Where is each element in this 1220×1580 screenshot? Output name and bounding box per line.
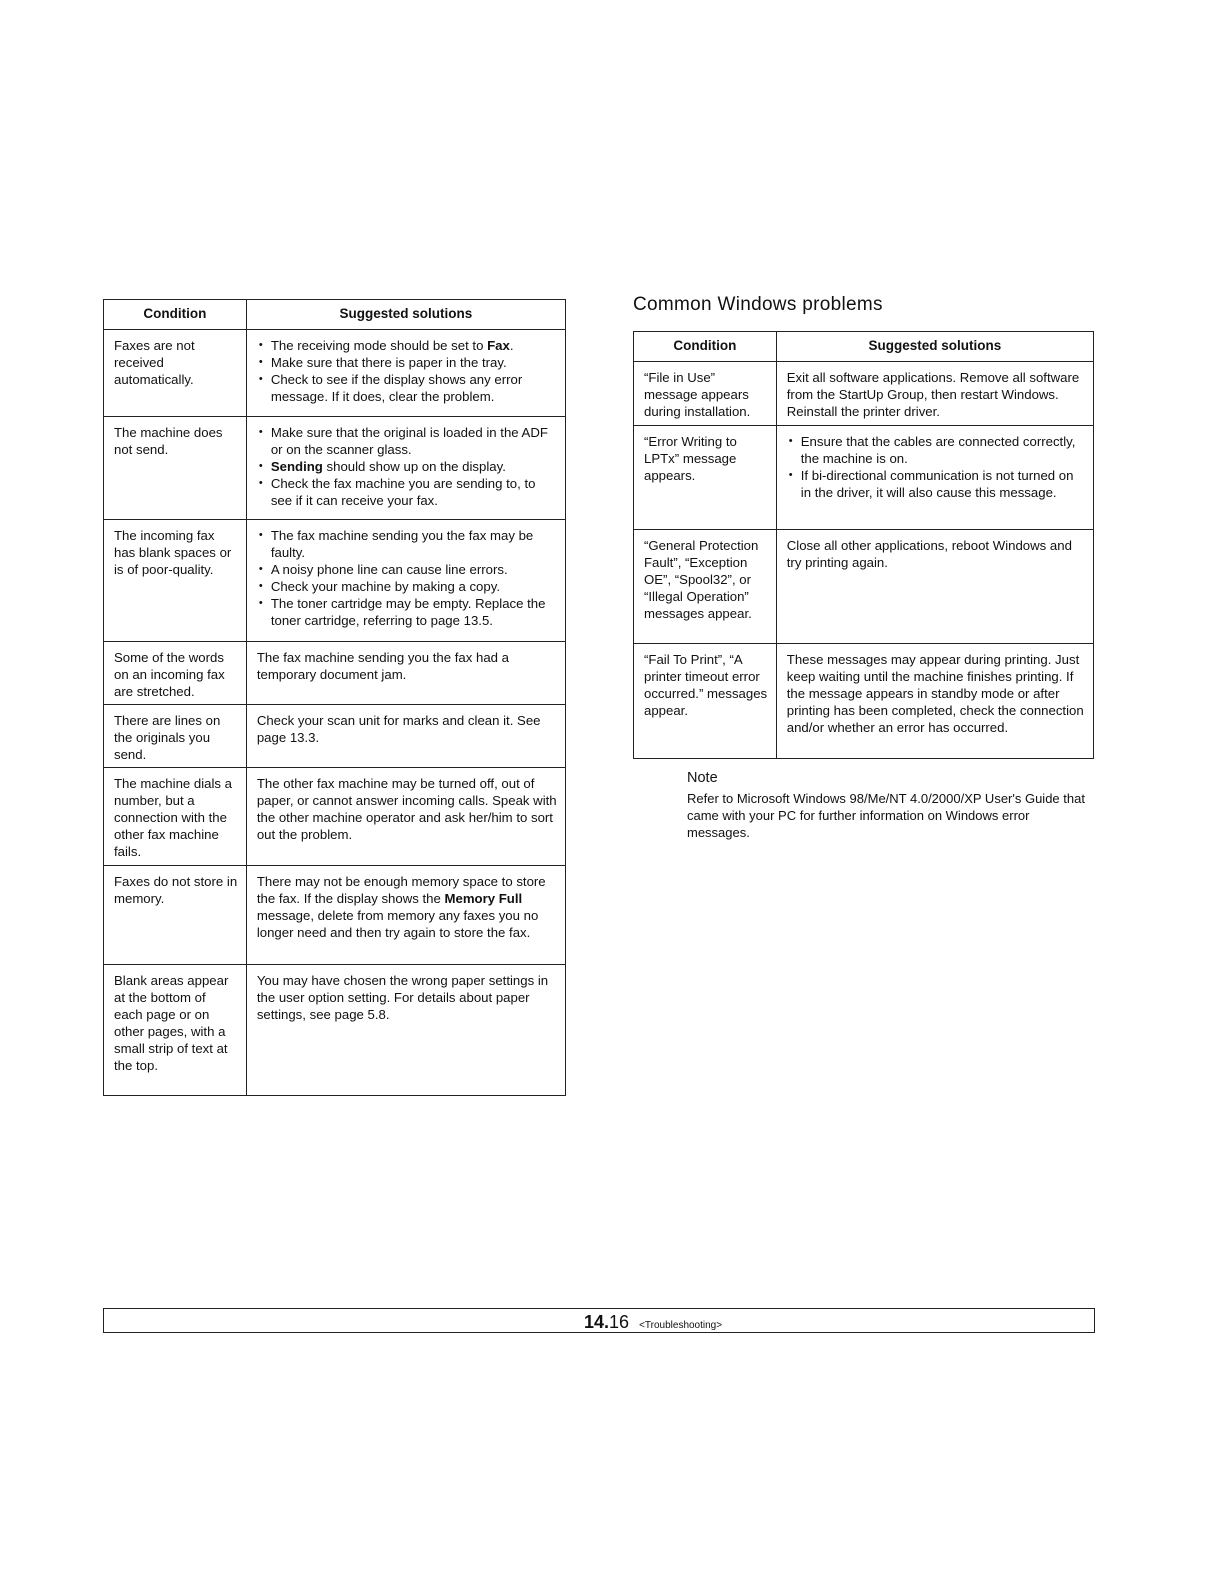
condition-cell: Blank areas appear at the bottom of each page or on other pages, with a small strip of text at the top. — [104, 965, 247, 1096]
bold-term: Sending — [270, 459, 323, 474]
solution-cell: These messages may appear during printing. Just keep waiting until the machine finishes printing. If the message appears in standby mode or after printing has been completed, check the connection and/or whether an error has occurred. — [776, 644, 1093, 759]
table-header-row — [104, 300, 566, 330]
condition-cell: The machine dials a number, but a connection with the other fax machine fails. — [104, 768, 247, 866]
solution-item: • The fax machine sending you the fax may be faulty. — [257, 527, 557, 561]
solution-item: • Check to see if the display shows any error message. If it does, clear the problem. — [257, 371, 557, 405]
condition-cell: “General Protection Fault”, “Exception OE”, “Spool32”, or “Illegal Operation” messages appear. — [634, 530, 777, 644]
condition-cell: “File in Use” message appears during installation. — [634, 362, 777, 426]
footer — [584, 1312, 722, 1333]
solution-item: • Check the fax machine you are sending to, to see if it can receive your fax. — [257, 475, 557, 509]
solution-cell — [246, 417, 565, 520]
section-title: Common Windows problems — [633, 294, 883, 315]
solution-cell — [776, 426, 1093, 530]
table-row — [634, 644, 1094, 759]
solution-item: • If bi-directional communication is not turned on in the driver, it will also cause this message. — [787, 467, 1085, 501]
table-row — [104, 866, 566, 965]
condition-cell: The machine does not send. — [104, 417, 247, 520]
solutions-header: Suggested solutions — [776, 332, 1093, 362]
table-row — [634, 530, 1094, 644]
windows-problems-table — [633, 331, 1094, 759]
table-row — [104, 705, 566, 768]
bold-term: Fax — [487, 338, 510, 353]
solution-item: • The toner cartridge may be empty. Replace the toner cartridge, referring to page 13.5. — [257, 595, 557, 629]
table-row — [104, 642, 566, 705]
page-number: 14.16 — [584, 1312, 630, 1332]
table-row — [104, 417, 566, 520]
section-label: <Troubleshooting> — [639, 1320, 723, 1331]
solution-item: • Ensure that the cables are connected correctly, the machine is on. — [787, 433, 1085, 467]
solution-list — [257, 527, 557, 629]
solution-cell: The fax machine sending you the fax had a temporary document jam. — [246, 642, 565, 705]
fax-table-body — [104, 330, 566, 1096]
table-row — [104, 768, 566, 866]
note-text: Refer to Microsoft Windows 98/Me/NT 4.0/2000/XP User's Guide that came with your PC for further information on Windows error messages. — [687, 791, 1085, 840]
solution-item: • Check your machine by making a copy. — [257, 578, 557, 595]
solution-cell: Exit all software applications. Remove all software from the StartUp Group, then restart Windows. Reinstall the printer driver. — [776, 362, 1093, 426]
solution-list — [257, 424, 557, 509]
solution-cell: Close all other applications, reboot Windows and try printing again. — [776, 530, 1093, 644]
table-row — [104, 330, 566, 417]
solution-cell: Check your scan unit for marks and clean it. See page 13.3. — [246, 705, 565, 768]
condition-cell: There are lines on the originals you send. — [104, 705, 247, 768]
solution-cell: There may not be enough memory space to store the fax. If the display shows the Memory Full message, delete from memory any faxes you no longer need and then try again to store the fax. — [246, 866, 565, 965]
solution-cell: You may have chosen the wrong paper settings in the user option setting. For details about paper settings, see page 5.8. — [246, 965, 565, 1096]
condition-cell: Faxes are not received automatically. — [104, 330, 247, 417]
solution-cell — [246, 330, 565, 417]
condition-cell: The incoming fax has blank spaces or is of poor-quality. — [104, 520, 247, 642]
fax-problems-table — [103, 299, 566, 1096]
table-row — [104, 520, 566, 642]
solution-item: • Sending should show up on the display. — [257, 458, 557, 475]
solutions-header: Suggested solutions — [246, 300, 565, 330]
table-row — [634, 426, 1094, 530]
condition-header: Condition — [634, 332, 777, 362]
note-box — [687, 770, 1087, 841]
solution-cell: The other fax machine may be turned off, out of paper, or cannot answer incoming calls. Speak with the other machine operator and ask her/him to sort out the problem. — [246, 768, 565, 866]
table-row — [104, 965, 566, 1096]
solution-item: • A noisy phone line can cause line errors. — [257, 561, 557, 578]
solution-list — [257, 337, 557, 405]
solution-list — [787, 433, 1085, 501]
condition-header: Condition — [104, 300, 247, 330]
condition-cell: “Fail To Print”, “A printer timeout error occurred.” messages appear. — [634, 644, 777, 759]
solution-cell — [246, 520, 565, 642]
condition-cell: Faxes do not store in memory. — [104, 866, 247, 965]
table-header-row — [634, 332, 1094, 362]
solution-item: • The receiving mode should be set to Fax. — [257, 337, 557, 354]
condition-cell: Some of the words on an incoming fax are stretched. — [104, 642, 247, 705]
solution-item: • Make sure that there is paper in the tray. — [257, 354, 557, 371]
windows-table-body — [634, 362, 1094, 759]
condition-cell: “Error Writing to LPTx” message appears. — [634, 426, 777, 530]
note-title: Note — [687, 770, 718, 786]
table-row — [634, 362, 1094, 426]
solution-item: • Make sure that the original is loaded in the ADF or on the scanner glass. — [257, 424, 557, 458]
bold-term: Memory Full — [444, 891, 523, 906]
